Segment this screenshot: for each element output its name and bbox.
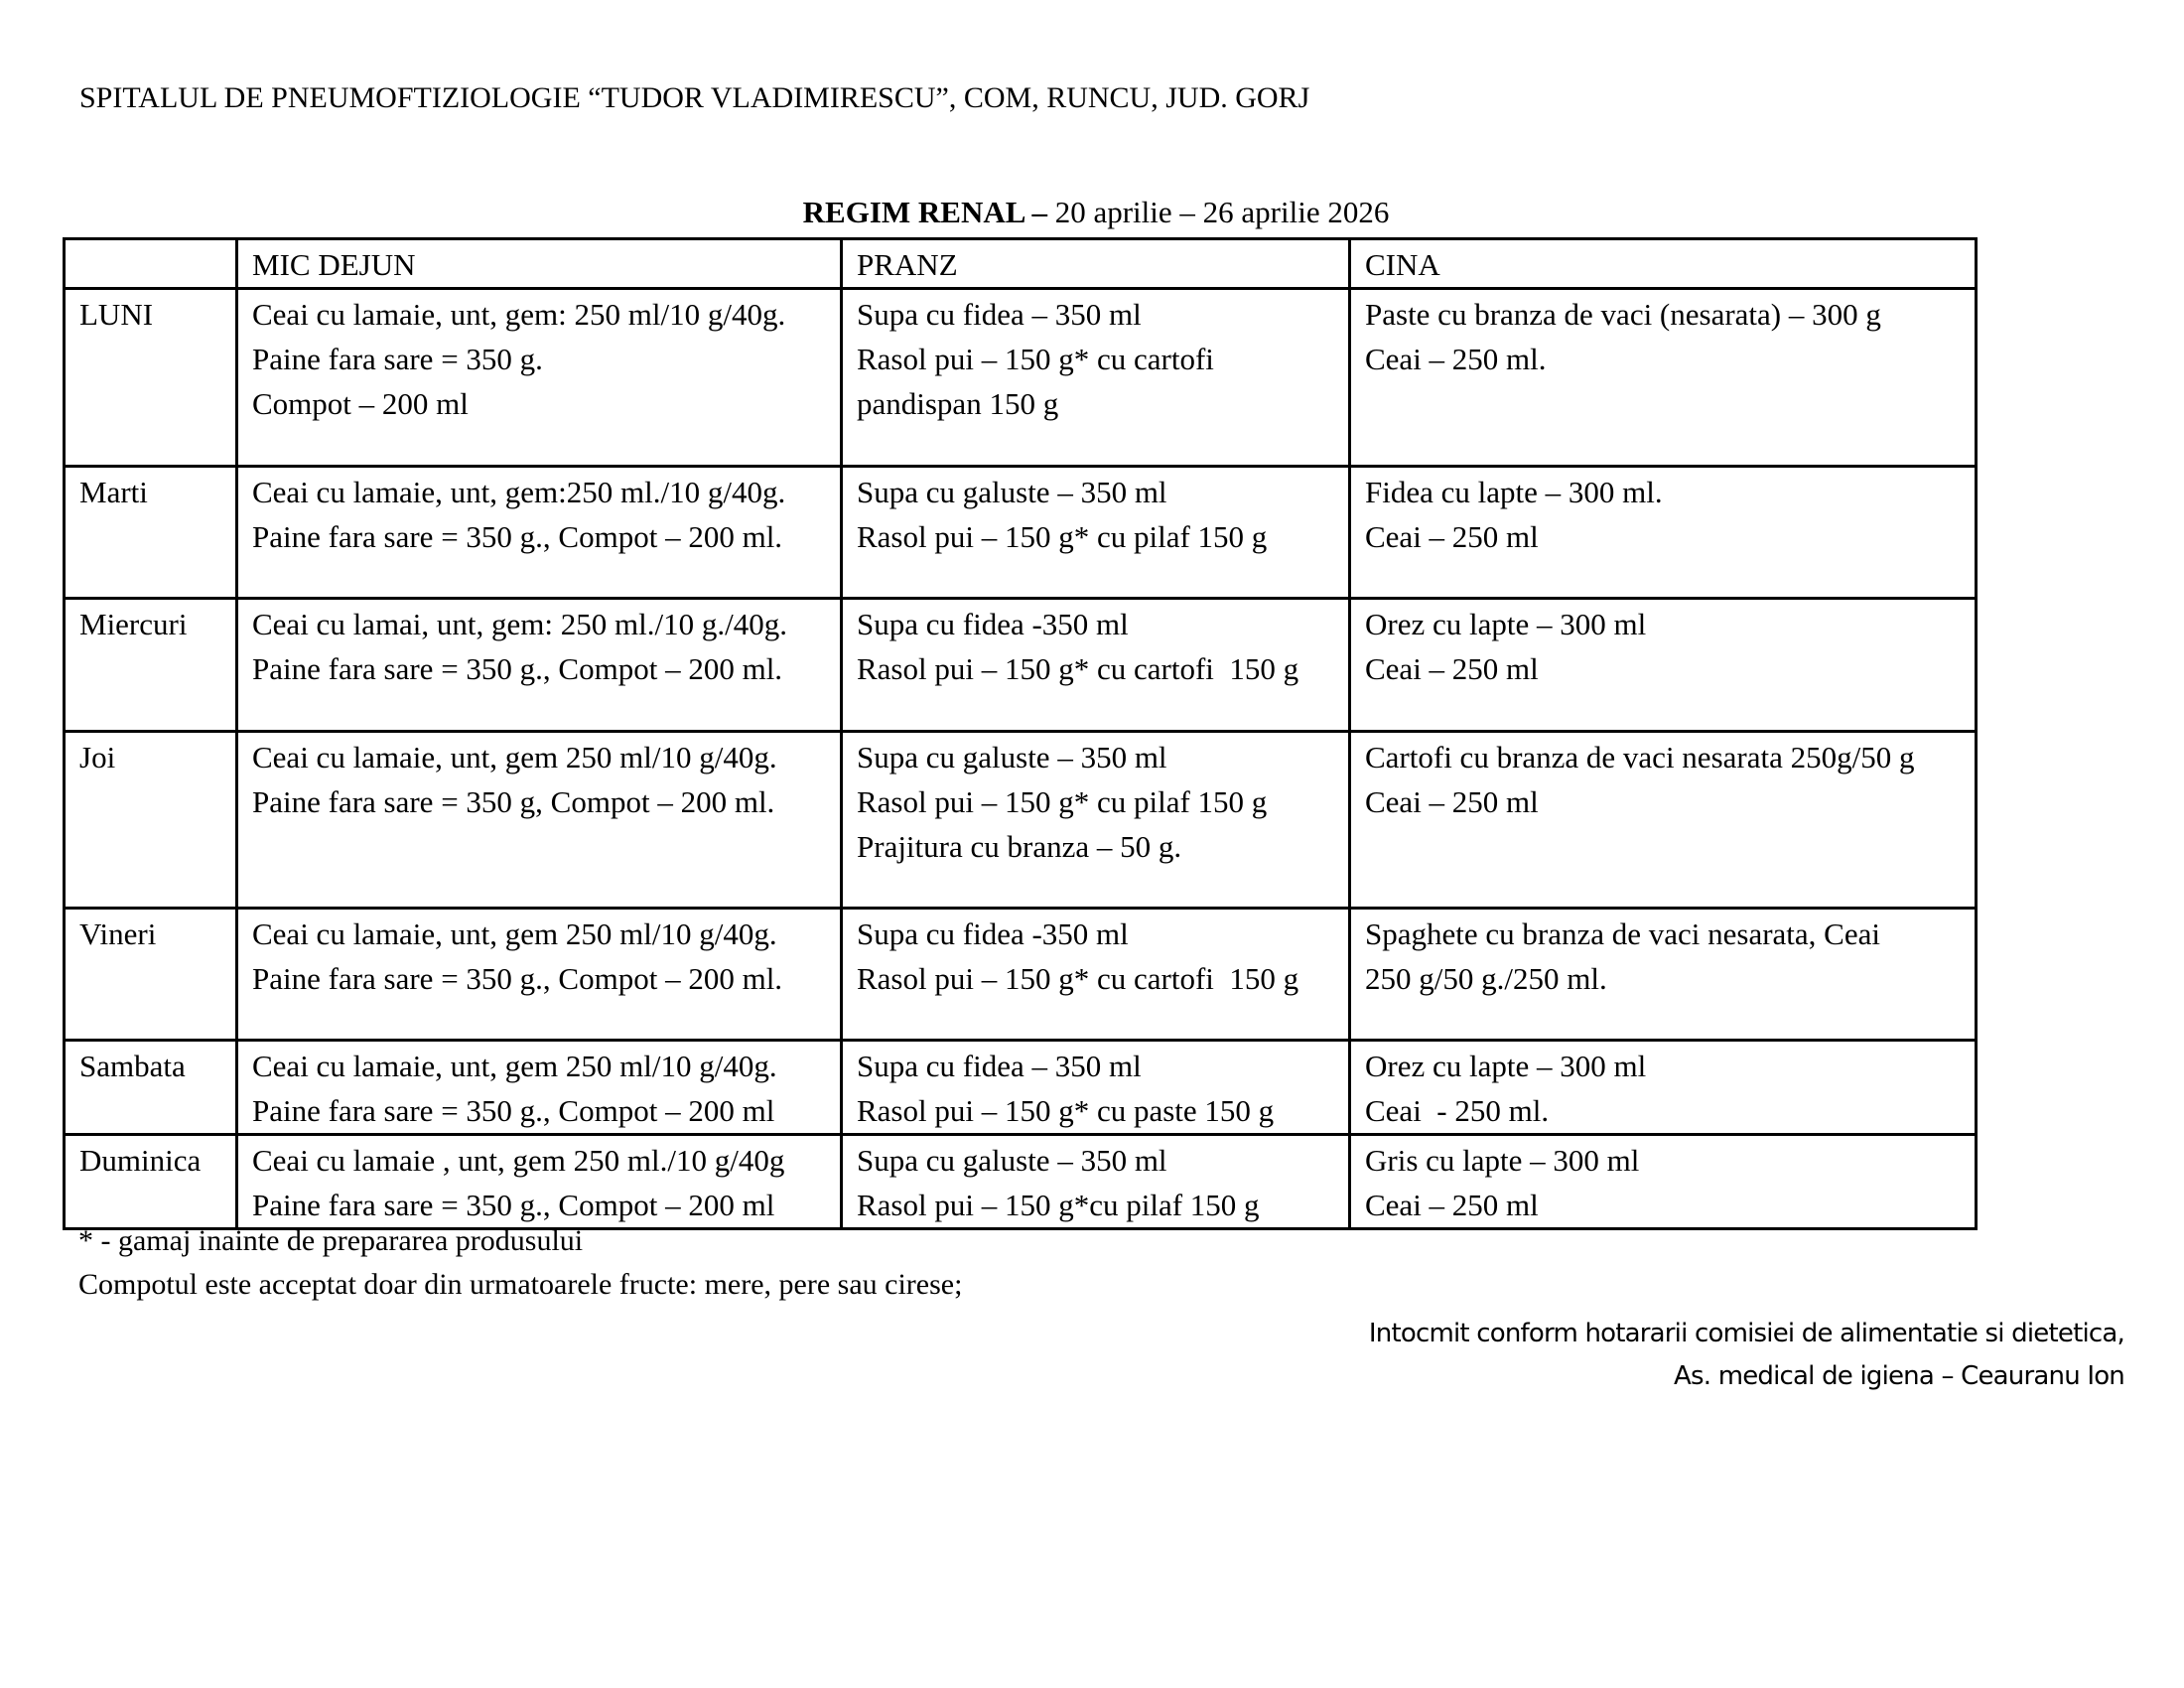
footnotes — [78, 1219, 962, 1307]
menu-item-line: Ceai – 250 ml — [1365, 784, 1539, 819]
mic-dejun-cell — [237, 732, 842, 909]
cina-cell — [1350, 1041, 1977, 1135]
day-cell: Vineri — [65, 909, 237, 1041]
mic-dejun-cell — [237, 909, 842, 1041]
title-regime: REGIM RENAL – — [802, 195, 1047, 229]
day-cell: Joi — [65, 732, 237, 909]
table-header-row — [65, 239, 1977, 289]
menu-item-line: Spaghete cu branza de vaci nesarata, Ceai — [1365, 916, 1880, 951]
menu-item-line: Supa cu fidea – 350 ml — [857, 297, 1142, 332]
pranz-cell — [842, 1135, 1350, 1229]
menu-item-line: Ceai – 250 ml — [1365, 519, 1539, 554]
pranz-cell — [842, 289, 1350, 467]
table-row — [65, 467, 1977, 599]
mic-dejun-cell — [237, 467, 842, 599]
pranz-cell — [842, 467, 1350, 599]
menu-item-line: Ceai cu lamaie, unt, gem 250 ml/10 g/40g. — [252, 740, 777, 774]
day-cell: Miercuri — [65, 599, 237, 732]
table-row — [65, 732, 1977, 909]
mic-dejun-cell — [237, 1135, 842, 1229]
mic-dejun-cell — [237, 1041, 842, 1135]
cina-cell — [1350, 732, 1977, 909]
day-cell: Duminica — [65, 1135, 237, 1229]
menu-item-line: Rasol pui – 150 g* cu cartofi 150 g — [857, 651, 1299, 686]
column-header-mic-dejun: MIC DEJUN — [237, 239, 842, 289]
table-row — [65, 599, 1977, 732]
menu-item-line: Orez cu lapte – 300 ml — [1365, 607, 1647, 641]
menu-item-line: Paine fara sare = 350 g. — [252, 342, 543, 376]
page-title — [0, 195, 2184, 230]
menu-item-line: Paine fara sare = 350 g., Compot – 200 ml. — [252, 961, 783, 996]
menu-item-line: Paine fara sare = 350 g., Compot – 200 ml — [252, 1093, 775, 1128]
table-row — [65, 909, 1977, 1041]
signature-line-1: Intocmit conform hotararii comisiei de alimentatie si dietetica, — [1368, 1319, 2124, 1348]
menu-item-line: pandispan 150 g — [857, 386, 1059, 421]
menu-item-line: Supa cu fidea – 350 ml — [857, 1049, 1142, 1083]
mic-dejun-cell — [237, 289, 842, 467]
menu-item-line: Compot – 200 ml — [252, 386, 469, 421]
menu-item-line: Ceai - 250 ml. — [1365, 1093, 1550, 1128]
cina-cell — [1350, 909, 1977, 1041]
menu-item-line: 250 g/50 g./250 ml. — [1365, 961, 1607, 996]
menu-item-line: Ceai cu lamaie , unt, gem 250 ml./10 g/40g — [252, 1143, 785, 1178]
pranz-cell — [842, 909, 1350, 1041]
menu-item-line: Supa cu galuste – 350 ml — [857, 740, 1167, 774]
menu-item-line: Ceai cu lamai, unt, gem: 250 ml./10 g./40g. — [252, 607, 787, 641]
cina-cell — [1350, 289, 1977, 467]
menu-item-line: Gris cu lapte – 300 ml — [1365, 1143, 1640, 1178]
menu-table — [63, 237, 1978, 1230]
menu-item-line: Ceai cu lamaie, unt, gem 250 ml/10 g/40g. — [252, 916, 777, 951]
signature-block — [1369, 1313, 2124, 1398]
menu-item-line: Rasol pui – 150 g* cu cartofi — [857, 342, 1214, 376]
menu-item-line: Paine fara sare = 350 g., Compot – 200 ml. — [252, 519, 783, 554]
menu-item-line: Ceai cu lamaie, unt, gem: 250 ml/10 g/40g. — [252, 297, 786, 332]
title-dates: 20 aprilie – 26 aprilie 2026 — [1046, 195, 1390, 229]
day-cell: Marti — [65, 467, 237, 599]
column-header-day — [65, 239, 237, 289]
day-cell: Sambata — [65, 1041, 237, 1135]
menu-item-line: Supa cu galuste – 350 ml — [857, 1143, 1167, 1178]
menu-item-line: Orez cu lapte – 300 ml — [1365, 1049, 1647, 1083]
column-header-cina: CINA — [1350, 239, 1977, 289]
menu-item-line: Rasol pui – 150 g* cu pilaf 150 g — [857, 784, 1268, 819]
menu-item-line: Paste cu branza de vaci (nesarata) – 300 g — [1365, 297, 1881, 332]
menu-item-line: Rasol pui – 150 g*cu pilaf 150 g — [857, 1188, 1260, 1222]
menu-item-line: Paine fara sare = 350 g., Compot – 200 ml — [252, 1188, 775, 1222]
menu-item-line: Rasol pui – 150 g* cu cartofi 150 g — [857, 961, 1299, 996]
menu-item-line: Supa cu fidea -350 ml — [857, 607, 1129, 641]
footnote-asterisk: * - gamaj inainte de prepararea produsului — [78, 1224, 584, 1257]
footnote-compot: Compotul este acceptat doar din urmatoarele fructe: mere, pere sau cirese; — [78, 1268, 963, 1301]
menu-item-line: Ceai – 250 ml — [1365, 651, 1539, 686]
menu-item-line: Rasol pui – 150 g* cu pilaf 150 g — [857, 519, 1268, 554]
menu-item-line: Ceai cu lamaie, unt, gem:250 ml./10 g/40g. — [252, 475, 786, 509]
day-cell: LUNI — [65, 289, 237, 467]
pranz-cell — [842, 1041, 1350, 1135]
table-row — [65, 1135, 1977, 1229]
pranz-cell — [842, 599, 1350, 732]
hospital-name: SPITALUL DE PNEUMOFTIZIOLOGIE “TUDOR VLADIMIRESCU”, COM, RUNCU, JUD. GORJ — [79, 81, 1310, 114]
menu-item-line: Fidea cu lapte – 300 ml. — [1365, 475, 1663, 509]
table-row — [65, 1041, 1977, 1135]
menu-item-line: Ceai – 250 ml — [1365, 1188, 1539, 1222]
pranz-cell — [842, 732, 1350, 909]
menu-item-line: Rasol pui – 150 g* cu paste 150 g — [857, 1093, 1275, 1128]
menu-item-line: Paine fara sare = 350 g, Compot – 200 ml. — [252, 784, 775, 819]
menu-item-line: Ceai – 250 ml. — [1365, 342, 1547, 376]
menu-item-line: Ceai cu lamaie, unt, gem 250 ml/10 g/40g. — [252, 1049, 777, 1083]
menu-item-line: Prajitura cu branza – 50 g. — [857, 829, 1182, 864]
column-header-pranz: PRANZ — [842, 239, 1350, 289]
cina-cell — [1350, 599, 1977, 732]
menu-item-line: Cartofi cu branza de vaci nesarata 250g/50 g — [1365, 740, 1915, 774]
menu-item-line: Paine fara sare = 350 g., Compot – 200 ml. — [252, 651, 783, 686]
cina-cell — [1350, 467, 1977, 599]
signature-line-2: As. medical de igiena – Ceauranu Ion — [1674, 1361, 2124, 1391]
table-row — [65, 289, 1977, 467]
cina-cell — [1350, 1135, 1977, 1229]
menu-item-line: Supa cu fidea -350 ml — [857, 916, 1129, 951]
mic-dejun-cell — [237, 599, 842, 732]
menu-item-line: Supa cu galuste – 350 ml — [857, 475, 1167, 509]
